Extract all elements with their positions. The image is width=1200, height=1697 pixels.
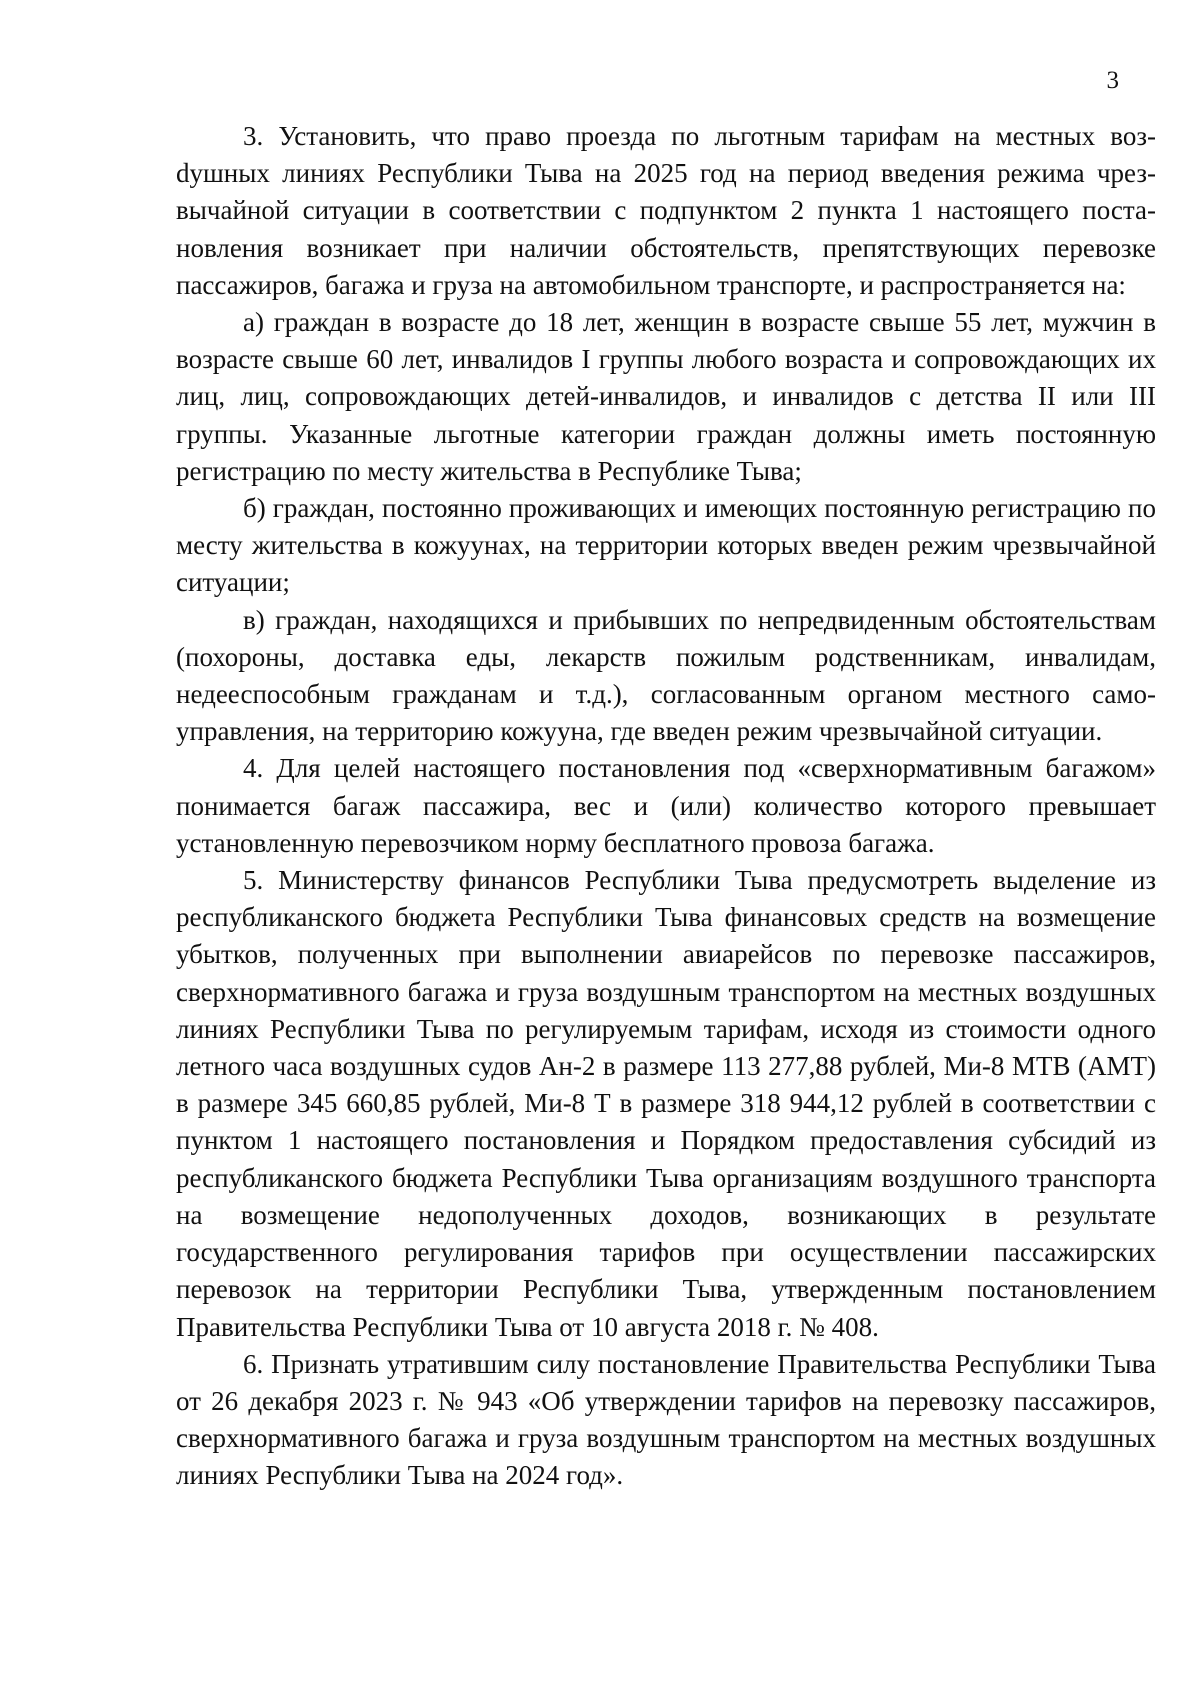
paragraph-6: 6. Признать утратившим силу постановление Правительства Республики Тыва от 26 декабря 2023 г. № 943 «Об утверждении тарифов на перевозку пассажиров, сверхнормативного багажа и груза воздушным транспортом на местных воздушных линиях Республики Тыва на 2024 год». [176, 1348, 1156, 1491]
paragraph-3: 3. Установить, что право проезда по льготным тарифам на местных возdушных линиях Республики Тыва на 2025 год на период введения режима чрезвычайной ситуации в соответствии с подпунктом 2 пункта 1 настоящего постановления возникает при наличии обстоятельств, препятствующих перевозке пассажиров, багажа и груза на автомобильном транспорте, и распространяется на: [176, 121, 1156, 300]
paragraph-5: 5. Министерству финансов Республики Тыва предусмотреть выделение из республиканского бюджета Республики Тыва финансовых средств на возмещение убытков, полученных при выполнении авиарейсов по перевозке пассажиров, сверхнормативного багажа и груза воздушным транспортом на местных воздушных линиях Республики Тыва по регулируемым тарифам, исходя из стоимости одного летного часа воздушных судов Ан-2 в размере 113 277,88 рублей, Ми-8 МТВ (АМТ) в размере 345 660,85 рублей, Ми-8 Т в размере 318 944,12 рублей в соответствии с пунктом 1 настоящего постановления и Порядком предоставления субсидий из республиканского бюджета Республики Тыва организациям воздушного транспорта на возмещение недополученных доходов, возникающих в результате государственного регулирования тарифов при осуществлении пассажирских перевозок на территории Республики Тыва, утвержденным постановлением Правительства Республики Тыва от 10 августа 2018 г. № 408. [176, 865, 1156, 1342]
paragraph-3v: в) граждан, находящихся и прибывших по непредвиденным обстоятельствам (похороны, доставка еды, лекарств пожилым родственникам, инвалидам, недееспособным гражданам и т.д.), согласованным органом местного самоуправления, на территорию кожууна, где введен режим чрезвычайной ситуации. [176, 604, 1156, 747]
paragraph-4: 4. Для целей настоящего постановления под «сверхнормативным багажом» понимается багаж пассажира, вес и (или) количество которого превышает установленную перевозчиком норму бесплатного провоза багажа. [176, 753, 1156, 858]
document-body [176, 118, 1156, 1495]
paragraph-3a: а) граждан в возрасте до 18 лет, женщин в возрасте свыше 55 лет, мужчин в возрасте свыше 60 лет, инвалидов I группы любого возраста и сопровождающих их лиц, лиц, сопровождающих детей-инвалидов, и инвалидов с детства II или III группы. Указанные льготные категории граждан должны иметь постоянную регистрацию по месту жительства в Республике Тыва; [176, 307, 1156, 486]
page-number: 3 [1106, 67, 1119, 94]
paragraph-3b: б) граждан, постоянно проживающих и имеющих постоянную регистрацию по месту жительства в кожуунах, на территории которых введен режим чрезвычайной ситуации; [176, 493, 1156, 598]
